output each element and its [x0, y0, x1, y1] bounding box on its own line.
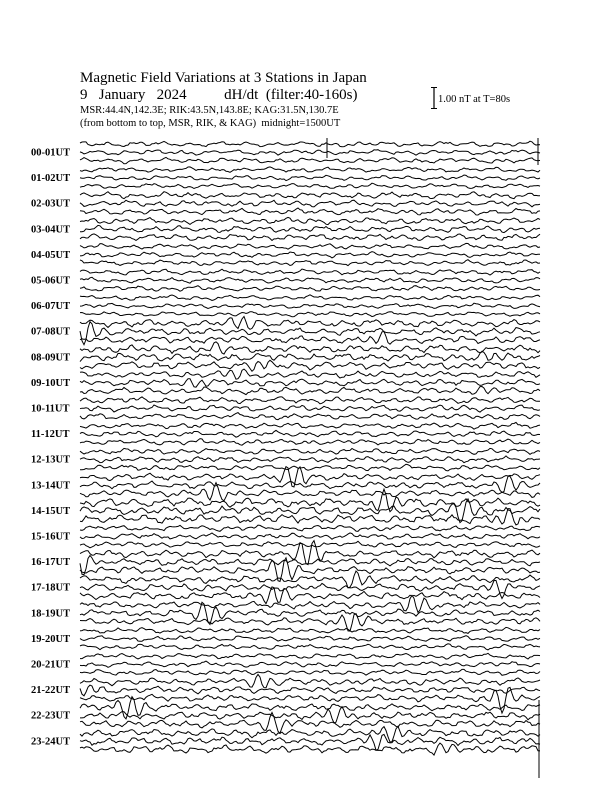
trace-msr-08-09UT	[80, 360, 540, 371]
trace-msr-03-04UT	[80, 234, 540, 241]
trace-kag-22-23UT	[80, 697, 540, 719]
scale-label: 1.00 nT at T=80s	[438, 94, 511, 105]
trace-rik-06-07UT	[80, 303, 540, 308]
trace-rik-05-06UT	[80, 277, 540, 283]
hour-label-19-20UT: 19-20UT	[31, 633, 71, 645]
trace-rik-23-24UT	[80, 734, 540, 750]
trace-rik-03-04UT	[80, 225, 540, 232]
trace-kag-08-09UT	[80, 342, 540, 354]
trace-kag-19-20UT	[80, 627, 540, 633]
trace-kag-03-04UT	[80, 217, 540, 224]
trace-msr-05-06UT	[80, 286, 540, 292]
trace-rik-22-23UT	[80, 707, 540, 723]
date-year: 2024	[156, 87, 187, 103]
hour-label-20-21UT: 20-21UT	[31, 659, 71, 671]
station-coordinates: MSR:44.4N,142.3E; RIK:43.5N,143.8E; KAG:31.5N,130.7E	[80, 105, 339, 116]
hour-label-08-09UT: 08-09UT	[31, 352, 71, 364]
trace-rik-01-02UT	[80, 175, 540, 181]
trace-kag-12-13UT	[80, 448, 540, 454]
date-month: January	[98, 87, 146, 103]
trace-kag-06-07UT	[80, 295, 540, 301]
hour-label-01-02UT: 01-02UT	[31, 173, 71, 185]
hour-label-13-14UT: 13-14UT	[31, 480, 71, 492]
hour-label-07-08UT: 07-08UT	[31, 326, 71, 338]
hour-label-03-04UT: 03-04UT	[31, 224, 71, 236]
quantity-label: dH/dt	[224, 87, 259, 103]
trace-rik-02-03UT	[80, 200, 540, 207]
trace-msr-10-11UT	[80, 413, 540, 420]
trace-kag-05-06UT	[80, 269, 540, 275]
trace-msr-22-23UT	[80, 713, 540, 734]
trace-kag-10-11UT	[80, 397, 540, 404]
trace-rik-21-22UT	[80, 685, 540, 696]
trace-msr-15-16UT	[80, 541, 540, 548]
hour-label-02-03UT: 02-03UT	[31, 198, 71, 210]
date-day: 9	[80, 87, 88, 103]
trace-msr-18-19UT	[80, 614, 540, 632]
trace-msr-14-15UT	[80, 509, 540, 525]
trace-kag-00-01UT	[80, 141, 540, 147]
trace-kag-07-08UT	[80, 317, 540, 330]
trace-kag-02-03UT	[80, 192, 540, 199]
hour-label-11-12UT: 11-12UT	[31, 429, 70, 441]
hour-label-12-13UT: 12-13UT	[31, 454, 71, 466]
filter-label: (filter:40-160s)	[265, 87, 358, 103]
hour-label-22-23UT: 22-23UT	[31, 710, 71, 722]
trace-msr-23-24UT	[80, 743, 540, 755]
hour-label-00-01UT: 00-01UT	[31, 147, 71, 159]
trace-kag-11-12UT	[80, 422, 540, 429]
trace-rik-19-20UT	[80, 636, 540, 642]
trace-rik-00-01UT	[80, 150, 540, 156]
trace-msr-02-03UT	[80, 208, 540, 215]
trace-kag-04-05UT	[80, 243, 540, 249]
trace-rik-11-12UT	[80, 430, 540, 437]
trace-rik-12-13UT	[80, 456, 540, 463]
trace-kag-15-16UT	[80, 525, 540, 531]
trace-msr-11-12UT	[80, 439, 540, 446]
trace-msr-06-07UT	[80, 312, 540, 317]
trace-kag-21-22UT	[80, 674, 540, 687]
hour-label-23-24UT: 23-24UT	[31, 736, 71, 748]
hour-label-14-15UT: 14-15UT	[31, 505, 71, 517]
trace-msr-00-01UT	[80, 157, 540, 163]
hour-label-21-22UT: 21-22UT	[31, 685, 71, 697]
trace-msr-07-08UT	[80, 331, 540, 344]
hour-label-09-10UT: 09-10UT	[31, 377, 71, 389]
trace-rik-20-21UT	[80, 661, 540, 667]
hour-label-10-11UT: 10-11UT	[31, 403, 70, 415]
trace-msr-20-21UT	[80, 669, 540, 675]
hour-labels	[31, 148, 70, 748]
trace-rik-04-05UT	[80, 252, 540, 258]
trace-kag-18-19UT	[80, 595, 540, 612]
hour-label-17-18UT: 17-18UT	[31, 582, 71, 594]
hour-label-18-19UT: 18-19UT	[31, 608, 71, 620]
station-order-note: (from bottom to top, MSR, RIK, & KAG)	[80, 118, 257, 129]
trace-kag-01-02UT	[80, 167, 540, 172]
trace-kag-23-24UT	[80, 726, 540, 742]
trace-rik-18-19UT	[80, 602, 540, 624]
midnight-note: midnight=1500UT	[261, 118, 341, 129]
trace-msr-09-10UT	[80, 387, 540, 395]
hour-label-05-06UT: 05-06UT	[31, 275, 71, 287]
trace-msr-01-02UT	[80, 183, 540, 188]
trace-rik-10-11UT	[80, 405, 540, 412]
chart-title: Magnetic Field Variations at 3 Stations in Japan	[80, 70, 367, 86]
trace-group	[80, 138, 540, 778]
hour-label-06-07UT: 06-07UT	[31, 301, 71, 313]
hour-label-04-05UT: 04-05UT	[31, 249, 71, 261]
trace-msr-12-13UT	[80, 464, 540, 471]
hour-label-16-17UT: 16-17UT	[31, 557, 71, 569]
trace-msr-04-05UT	[80, 260, 540, 266]
trace-rik-09-10UT	[80, 379, 540, 388]
hour-label-15-16UT: 15-16UT	[31, 531, 71, 543]
trace-kag-20-21UT	[80, 653, 540, 659]
trace-kag-09-10UT	[80, 369, 540, 379]
trace-rik-15-16UT	[80, 533, 540, 539]
trace-msr-19-20UT	[80, 644, 540, 650]
